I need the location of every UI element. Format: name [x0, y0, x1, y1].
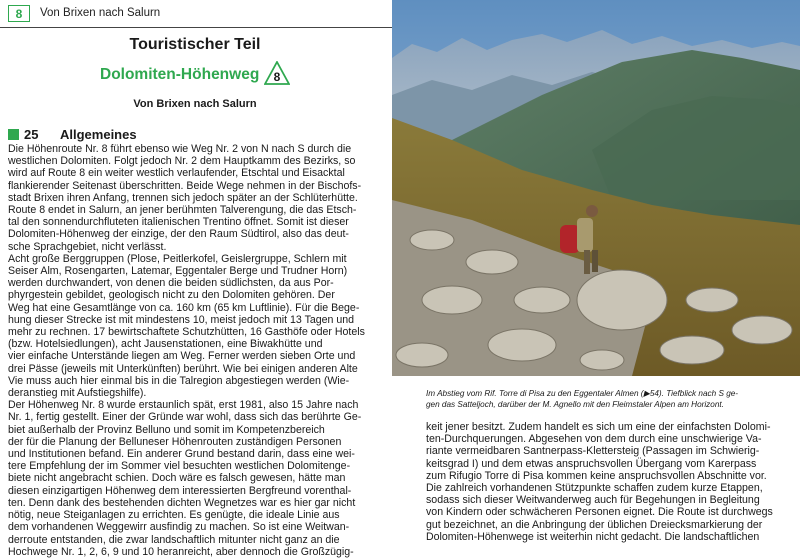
body-text-line: Vie muss auch hier einmal bis in die Talregion abgestiegen werden (Wie- — [8, 374, 350, 387]
body-text-line: flankierender Seitenast überschritten. Beide Wege nehmen in der Bischofs- — [8, 179, 362, 192]
caption-line: gen das Satteljoch, darüber der M. Agnello mit den Fleimstaler Alpen am Horizont. — [426, 400, 724, 409]
body-text-line: derroute entstanden, die zwar landschaftlich mitunter nicht ganz an die — [8, 533, 340, 546]
caption-line: Im Abstieg vom Rif. Torre di Pisa zu den Eggentaler Almen (▶54). Tiefblick nach S ge- — [426, 389, 739, 398]
chapter-title: Touristischer Teil — [129, 36, 261, 53]
body-text-left — [8, 143, 383, 558]
section-square-icon — [8, 129, 19, 140]
body-text-line: Dolomiten-Höhenweg der einzige, der den Raum Südtirol, also das deut- — [8, 228, 349, 241]
body-text-line: biete nicht angebracht schien. Doch wäre es falsch gewesen, hätte man — [8, 472, 346, 485]
body-text-line: sche Sprachgebiet, nicht verlässt. — [8, 240, 167, 253]
body-text-line: phyrgestein gebildet, geologisch nicht zu den Dolomiten gehören. Der — [8, 289, 335, 302]
body-text-line: werden durchwandert, von denen die beiden südlichsten, da aus Por- — [8, 277, 334, 290]
route-triangle-icon — [264, 61, 290, 85]
mountain-hiker-photo — [392, 0, 800, 376]
body-text-line: von Kindern oder schwächeren Personen eignet. Die Route ist durchwegs — [426, 506, 773, 519]
photo-illustration — [392, 0, 800, 376]
body-text-line: Dolomiten-Höhenwege ist weiterhin nicht gedacht. Die landschaftlichen — [426, 530, 760, 543]
photo-caption — [426, 388, 794, 410]
body-text-line: ten-Durchquerungen. Abgesehen von dem durch eine unschwierige Va- — [426, 433, 762, 446]
body-text-right — [426, 421, 796, 543]
body-text-line: (bzw. Hotelsiedlungen), acht Jausenstationen, eine Biwakhütte und — [8, 338, 323, 351]
body-text-line: Weg hat eine Gesamtlänge von ca. 160 km (65 km Luftlinie). Für die Bege- — [8, 301, 360, 314]
body-text-line: tal den sonnendurchfluteten italienischen Trentino öffnet. Somit ist dieser — [8, 216, 349, 229]
left-column — [0, 28, 390, 558]
body-text-line: zum Rifugio Torre di Pisa kommen keine anspruchsvollen Abschnitte vor. — [426, 469, 767, 482]
body-text-line: Route 8 endet in Salurn, an jener berühmten Talverengung, die das Etsch- — [8, 204, 357, 217]
triangle-route-number: 8 — [273, 70, 281, 84]
body-text-line: riante vermeidbaren Santnerpass-Klettersteig (Passagen im Schwierig- — [426, 445, 760, 458]
body-text-line: Seiser Alm, Rosengarten, Latemar, Eggentaler Berge und Trudner Horn) — [8, 265, 348, 278]
body-text-line: biet außerhalb der Provinz Belluno und somit im Kompetenzbereich — [8, 423, 325, 436]
route-number-badge: 8 — [8, 5, 30, 22]
body-text-line: sodass sich dieser Weitwanderweg auch für Begehungen in Begleitung — [426, 494, 760, 507]
body-text-line: ten. Denn dank des bestehenden dichten Wegnetzes war es hier gar nicht — [8, 496, 356, 509]
body-text-line: keitsgrad I) und dem etwas anspruchsvollen Übergang vom Karerpass — [426, 457, 757, 470]
body-text-line: dem vorhandenen Weggewirr ausfindig zu machen. So ist eine Weitwan- — [8, 521, 350, 534]
body-text-line: der für die Planung der Belluneser Höhenrouten zuständigen Personen — [8, 435, 342, 448]
section-number: 25 — [24, 127, 39, 142]
body-text-line: vier einfache Unterstände liegen am Weg. Ferner werden sieben Orte und — [8, 350, 356, 363]
body-text-line: diesen einzigartigen Höhenweg dem interessierten Bergfreund vorenthal- — [8, 484, 352, 497]
body-text-line: drei Pässe (jeweils mit Unterkünften) berührt. Wie bei einigen anderen Alte — [8, 362, 358, 375]
body-text-line: wird auf Route 8 ein weiter westlich verlaufender, Etschtal und Eisacktal — [8, 167, 345, 180]
body-text-line: hung dieser Strecke ist mit mindestens 10, meist jedoch mit 13 Tagen und — [8, 313, 355, 326]
section-title: Allgemeines — [60, 127, 137, 142]
body-text-line: westlichen Dolomiten. Folgt jedoch Nr. 2 dem Hauptkamm des Bezirks, so — [8, 155, 356, 168]
body-text-line: gut bezeichnet, an die Anbringung der üblichen Dreiecksmarkierung der — [426, 518, 763, 531]
body-text-line: Der Höhenweg Nr. 8 wurde erstaunlich spät, erst 1981, also 15 Jahre nach — [8, 399, 359, 412]
route-subtitle: Von Brixen nach Salurn — [133, 98, 257, 110]
body-text-line: nötig, neue Steiganlagen zu errichten. Es genügte, die ideale Linie aus — [8, 509, 340, 522]
body-text-line: Acht große Berggruppen (Plose, Peitlerkofel, Geislergruppe, Schlern mit — [8, 252, 347, 265]
body-text-line: Die zahlreich vorhandenen Stützpunkte schaffen zudem kurze Etappen, — [426, 482, 763, 495]
body-text-line: keit jener besitzt. Zudem handelt es sich um eine der einfachsten Dolomi- — [426, 421, 771, 433]
body-text-line: Hochwege Nr. 1, 2, 6, 9 und 10 heranreicht, aber dennoch die Großzügig- — [8, 545, 354, 558]
body-text-line: deranstieg mit Aufstiegshilfe). — [8, 387, 147, 400]
body-text-line: stadt Brixen ihren Anfang, trennen sich jedoch später an der Schlüterhütte. — [8, 191, 358, 204]
route-name: Dolomiten-Höhenweg — [100, 66, 260, 83]
body-text-line: Die Höhenroute Nr. 8 führt ebenso wie Weg Nr. 2 von N nach S durch die — [8, 143, 352, 155]
body-text-line: und Institutionen befand. Ein anderer Grund bestand darin, dass eine wei- — [8, 448, 355, 461]
body-text-line: mehr zu rechnen. 17 bewirtschaftete Schutzhütten, 16 Gasthöfe oder Hotels — [8, 326, 365, 339]
body-text-line: tere Empfehlung der im Sommer viel besuchten westlichen Dolomitenge- — [8, 460, 351, 473]
body-text-line: Nr. 1, fertig gestellt. Einer der Gründe war wohl, dass sich das berührte Ge- — [8, 411, 362, 424]
running-header-title: Von Brixen nach Salurn — [40, 7, 161, 19]
